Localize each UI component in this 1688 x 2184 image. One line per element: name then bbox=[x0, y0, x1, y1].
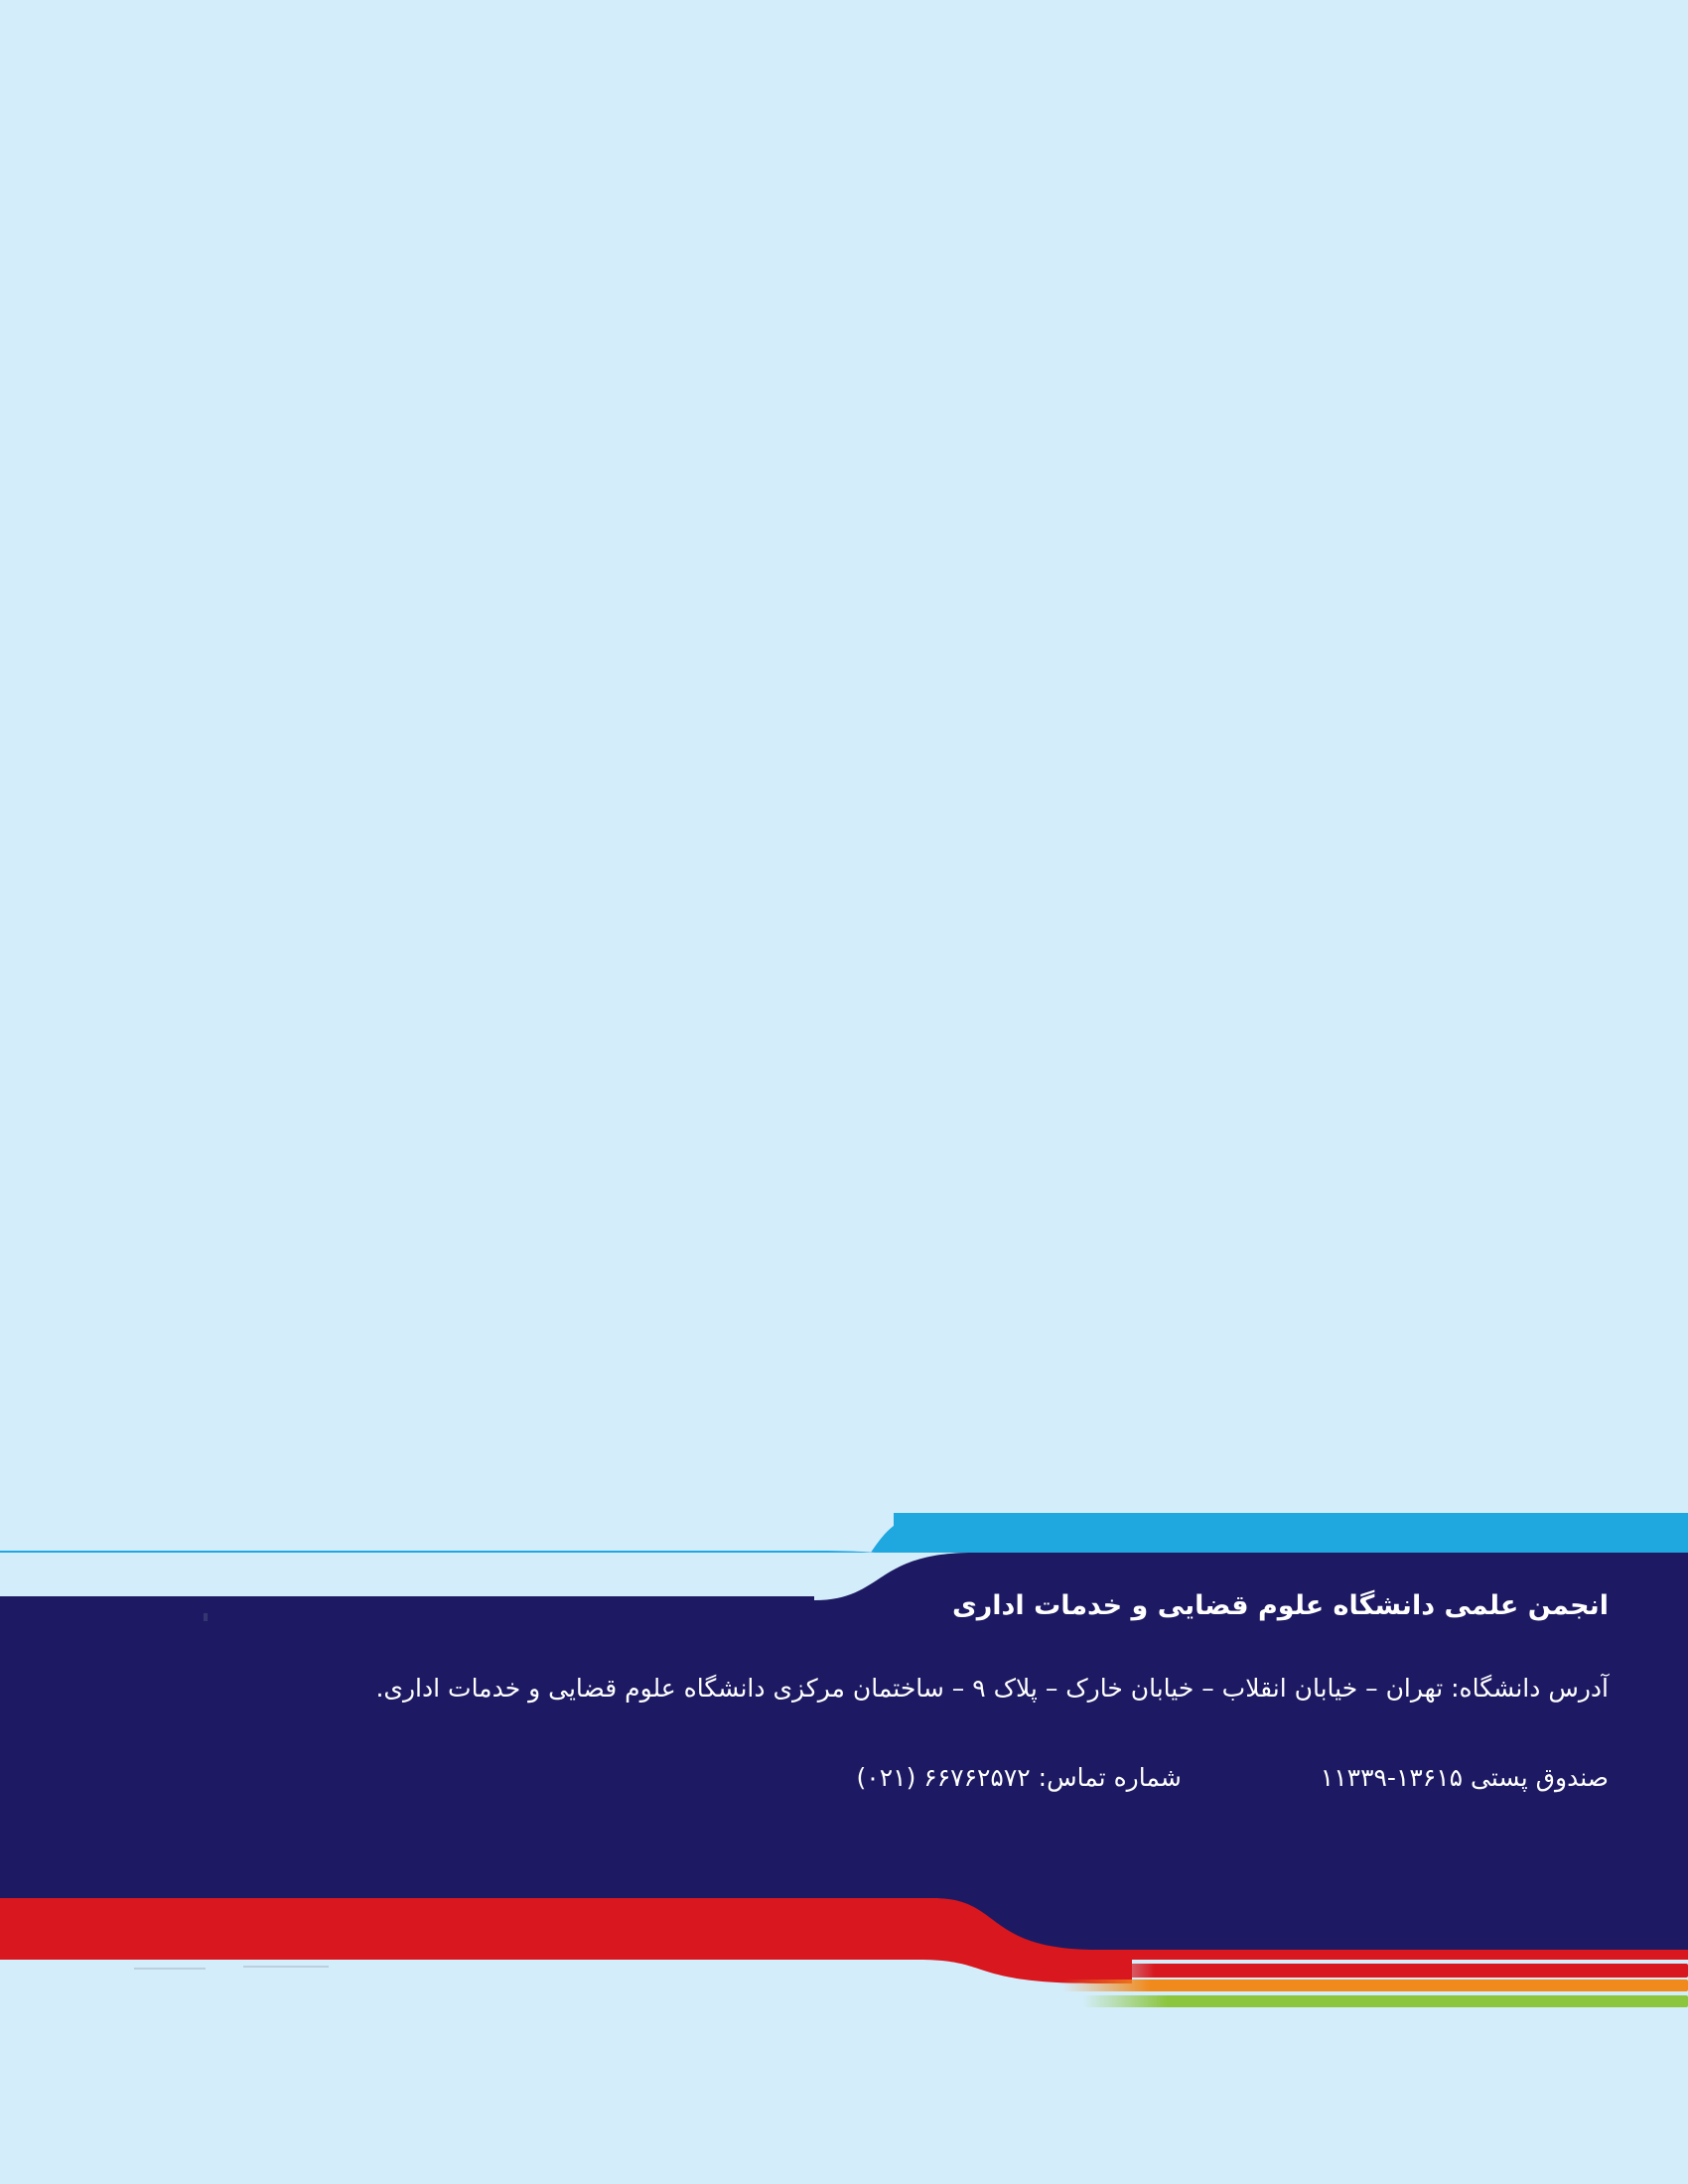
accent-strip-orange bbox=[1062, 1979, 1688, 1991]
footer-text-block bbox=[0, 1553, 1688, 1950]
scan-artifact-1 bbox=[134, 1968, 206, 1970]
phone-number: شماره تماس: ۶۶۷۶۲۵۷۲ (۰۲۱) bbox=[856, 1763, 1182, 1792]
scan-artifact-2 bbox=[243, 1966, 329, 1968]
contact-row bbox=[79, 1763, 1609, 1792]
organization-title: انجمن علمی دانشگاه علوم قضایی و خدمات اداری bbox=[952, 1590, 1609, 1621]
address-line: آدرس دانشگاه: تهران – خیابان انقلاب – خیابان خارک – پلاک ۹ – ساختمان مرکزی دانشگاه علوم قضایی و خدمات اداری. bbox=[375, 1674, 1609, 1703]
footer-graphic bbox=[0, 1469, 1688, 2184]
accent-strip-red bbox=[1082, 1964, 1688, 1978]
po-box: صندوق پستی ۱۳۶۱۵-۱۱۳۳۹ bbox=[1320, 1763, 1609, 1792]
cyan-band-right bbox=[894, 1513, 1688, 1557]
accent-strip-green bbox=[1082, 1995, 1688, 2007]
